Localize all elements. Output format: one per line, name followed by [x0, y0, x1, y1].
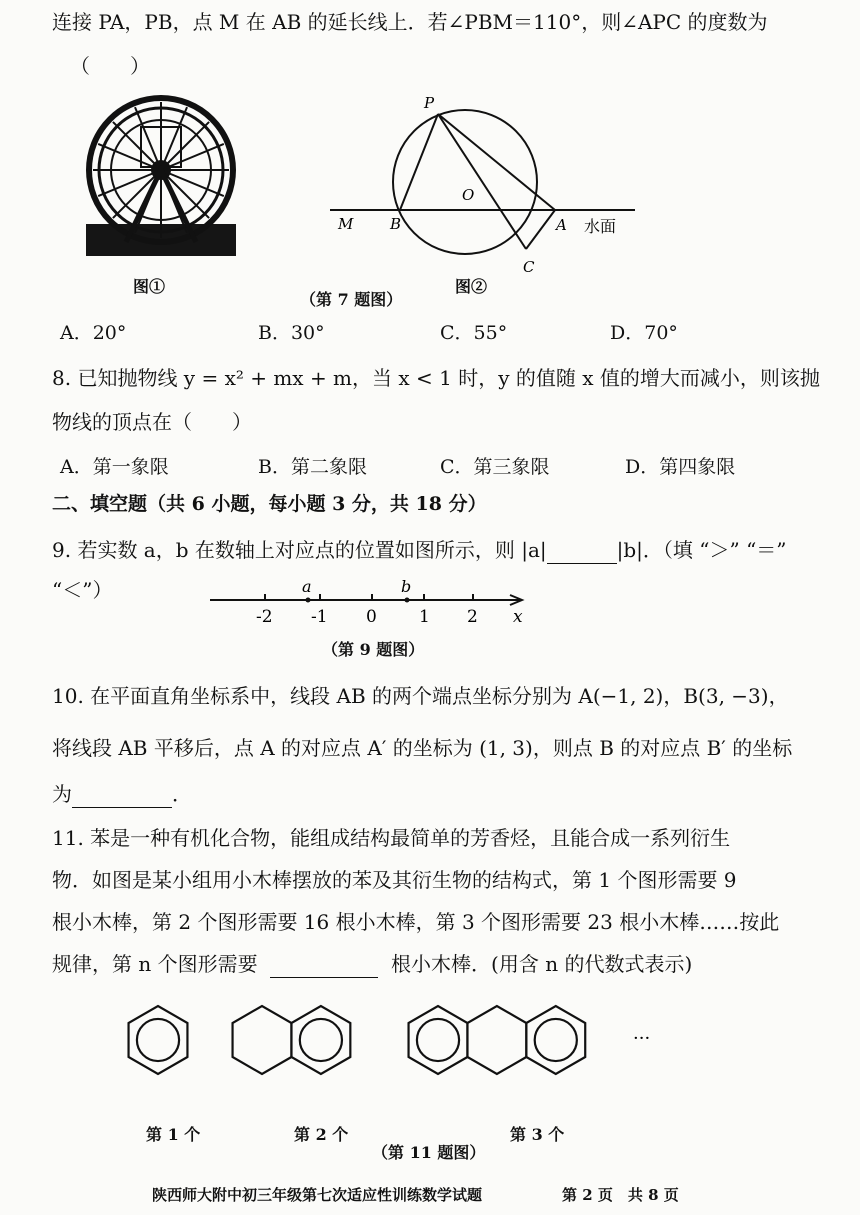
ferris-wheel-figure — [86, 92, 236, 257]
q7-option-a: A．20° — [60, 322, 127, 344]
q9-stem-b: |b|．（填 “＞” “＝” — [616, 538, 787, 562]
q11-caption-1: 第 1 个 — [146, 1125, 201, 1144]
label-p: P — [424, 94, 435, 112]
q9-answer-blank[interactable] — [547, 563, 617, 564]
number-line-figure — [210, 577, 540, 630]
q9-figure-title: （第 9 题图） — [322, 640, 425, 659]
hexagon-ring — [467, 1006, 526, 1074]
fig2-caption: 图② — [455, 277, 488, 296]
sequence-ellipsis: ··· — [633, 1028, 651, 1049]
q7-option-d: D．70° — [610, 322, 678, 344]
q11-stem-line4 — [52, 950, 692, 978]
q11-answer-blank[interactable] — [270, 977, 378, 978]
q8-option-c: C．第三象限 — [440, 456, 550, 478]
q9-stem-line2: “＜”） — [52, 578, 113, 602]
q10-stem-end: ． — [172, 782, 192, 806]
aromatic-inner-circle — [300, 1019, 342, 1061]
aromatic-inner-circle — [137, 1019, 179, 1061]
q7-option-b: B．30° — [258, 322, 325, 344]
wheel-spoke — [113, 170, 161, 218]
tick-label-2: 2 — [467, 607, 478, 627]
q7-figure-title: （第 7 题图） — [300, 290, 403, 309]
section2-heading: 二、填空题（共 6 小题，每小题 3 分，共 18 分） — [52, 493, 487, 515]
q9-stem-a: 9. 若实数 a，b 在数轴上对应点的位置如图所示，则 |a| — [52, 538, 547, 562]
q11-stem-line3: 根小木棒，第 2 个图形需要 16 根小木棒，第 3 个图形需要 23 根小木棒……按此 — [52, 910, 780, 934]
q11-stem-b: 根小木棒．(用含 n 的代数式表示) — [391, 952, 693, 976]
wheel-spoke — [113, 122, 161, 170]
q10-stem-line3 — [52, 780, 192, 808]
point-label-b: b — [401, 577, 412, 596]
aromatic-inner-circle — [417, 1019, 459, 1061]
label-b: B — [390, 215, 402, 233]
point-label-a: a — [302, 577, 312, 596]
q7-option-c: C．55° — [440, 322, 508, 344]
q7-answer-paren: （ ） — [70, 54, 150, 78]
q9-stem-line1 — [52, 536, 787, 564]
q10-answer-blank[interactable] — [72, 807, 172, 808]
q8-option-d: D．第四象限 — [625, 456, 736, 478]
aromatic-inner-circle — [535, 1019, 577, 1061]
q11-stem-line1: 11. 苯是一种有机化合物，能组成结构最简单的芳香烃，且能合成一系列衍生 — [52, 826, 731, 850]
q11-caption-3: 第 3 个 — [510, 1125, 565, 1144]
q10-stem-line1: 10. 在平面直角坐标系中，线段 AB 的两个端点坐标分别为 A(−1, 2)，B(3, −3)， — [52, 684, 789, 708]
wheel-spoke — [161, 122, 209, 170]
tick-label-neg1: -1 — [311, 607, 328, 627]
q11-stem-line2: 物．如图是某小组用小木棒摆放的苯及其衍生物的结构式，第 1 个图形需要 9 — [52, 868, 737, 892]
label-m: M — [338, 215, 354, 233]
circle-geometry-figure — [330, 92, 640, 282]
q7-stem: 连接 PA，PB，点 M 在 AB 的延长线上．若∠PBM＝110°，则∠APC 的度数为 — [52, 10, 768, 34]
benzene-figures — [118, 1000, 678, 1100]
label-c: C — [523, 258, 535, 276]
q8-option-a: A．第一象限 — [60, 456, 169, 478]
q11-stem-a: 规律，第 n 个图形需要 — [52, 952, 258, 976]
label-a: A — [556, 216, 567, 234]
label-o: O — [462, 186, 475, 204]
q10-stem-line2: 将线段 AB 平移后，点 A 的对应点 A′ 的坐标为 (1, 3)，则点 B 的对应点 B′ 的坐标 — [52, 736, 793, 760]
q11-caption-2: 第 2 个 — [294, 1125, 349, 1144]
label-water: 水面 — [584, 217, 617, 236]
q10-stem-wei: 为 — [52, 782, 72, 806]
q8-stem-line1: 8. 已知抛物线 y = x² + mx + m，当 x < 1 时，y 的值随 x 值的增大而减小，则该抛 — [52, 366, 820, 390]
footer-page-number: 第 2 页 共 8 页 — [562, 1186, 679, 1204]
hexagon-ring — [233, 1006, 292, 1074]
q8-stem-line2: 物线的顶点在（ ） — [52, 410, 252, 434]
footer-exam-title: 陕西师大附中初三年级第七次适应性训练数学试题 — [152, 1186, 483, 1204]
fig1-caption: 图① — [133, 277, 166, 296]
wheel-spoke — [161, 170, 209, 218]
tick-label-0: 0 — [366, 607, 377, 627]
q11-figure-title: （第 11 题图） — [372, 1143, 486, 1162]
tick-label-1: 1 — [419, 607, 430, 627]
tick-label-neg2: -2 — [256, 607, 273, 627]
q8-option-b: B．第二象限 — [258, 456, 367, 478]
axis-label-x: x — [513, 607, 523, 627]
